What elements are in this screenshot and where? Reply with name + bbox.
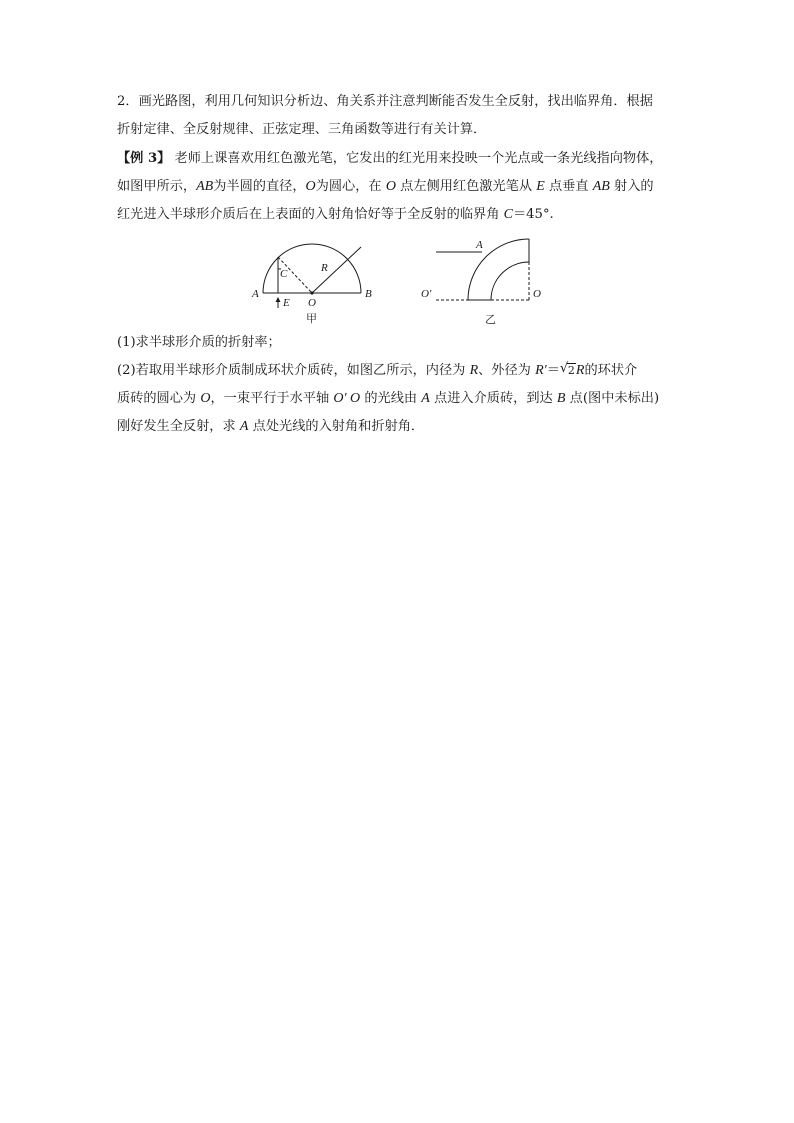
text-span: 点左侧用红色激光笔从 bbox=[395, 179, 537, 194]
text-span: 的光线由 bbox=[360, 391, 422, 406]
text-span: (1)求半球形介质的折射率； bbox=[117, 335, 281, 350]
text-span: (2)若取用半球形介质制成环状介质砖，如图乙所示，内径为 bbox=[117, 363, 470, 378]
text-span: 折射定律、全反射规律、正弦定理、三角函数等进行有关计算． bbox=[117, 122, 487, 137]
math-var: O′ O bbox=[333, 391, 361, 406]
math-var: C bbox=[503, 207, 513, 222]
question-1 bbox=[117, 333, 692, 353]
text-span: ＝45°. bbox=[512, 207, 554, 222]
label-A: A bbox=[252, 288, 259, 300]
math-var: E bbox=[536, 179, 545, 194]
paragraph-method-line-1 bbox=[117, 92, 692, 112]
text-span: 刚好发生全反射，求 bbox=[117, 419, 240, 434]
text-span: 、外径为 bbox=[478, 363, 536, 378]
math-var: R bbox=[575, 363, 585, 378]
text-span: 为圆心，在 bbox=[315, 179, 386, 194]
label-B: B bbox=[365, 288, 372, 300]
arrow-up-icon bbox=[276, 297, 281, 302]
text-span: 老师上课喜欢用红色激光笔，它发出的红光用来投映一个光点或一条光线指向物体， bbox=[170, 151, 663, 166]
math-var: A bbox=[421, 391, 430, 406]
inner-arc bbox=[491, 262, 529, 300]
label-A: A bbox=[476, 239, 483, 251]
math-var: O bbox=[305, 179, 316, 194]
caption-jia: 甲 bbox=[306, 312, 317, 325]
label-C: C bbox=[280, 268, 288, 280]
math-var: AB bbox=[196, 179, 214, 194]
math-var: AB bbox=[592, 179, 610, 194]
math-var: R′ bbox=[535, 363, 547, 378]
math-var: O bbox=[385, 179, 396, 194]
math-var: A bbox=[239, 419, 249, 434]
example-line-3 bbox=[117, 205, 692, 225]
math-var: R bbox=[469, 363, 479, 378]
text-span: 2．画光路图，利用几何知识分析边、角关系并注意判断能否发生全反射，找出临界角．根据 bbox=[117, 94, 653, 109]
label-E: E bbox=[283, 297, 290, 309]
text-span: 为半圆的直径， bbox=[213, 179, 306, 194]
text-span: 的环状介 bbox=[584, 363, 638, 378]
text-span: 点进入介质砖，到达 bbox=[429, 391, 557, 406]
label-O-prime: O′ bbox=[421, 288, 432, 300]
example-line-2 bbox=[117, 177, 692, 197]
math-var: O bbox=[200, 391, 211, 406]
question-2-line-2 bbox=[117, 389, 692, 409]
text-span: 点垂直 bbox=[544, 179, 593, 194]
example-line-1 bbox=[117, 149, 692, 169]
figure-jia bbox=[245, 236, 385, 326]
text-span: 射入的 bbox=[609, 179, 654, 194]
radius-R bbox=[312, 247, 361, 293]
text-span: ，一束平行于水平轴 bbox=[210, 391, 334, 406]
label-R: R bbox=[321, 262, 328, 274]
text-span: ＝ bbox=[546, 363, 560, 378]
sqrt-expression bbox=[560, 361, 576, 381]
text-span: 质砖的圆心为 bbox=[117, 391, 201, 406]
center-point bbox=[310, 291, 313, 294]
question-2-line-3 bbox=[117, 417, 692, 437]
text-span: 点处光线的入射角和折射角． bbox=[248, 419, 425, 434]
text-span: 点(图中未标出) bbox=[565, 391, 660, 406]
label-O: O bbox=[533, 288, 541, 300]
text-span: 如图甲所示， bbox=[117, 179, 197, 194]
caption-yi: 乙 bbox=[485, 313, 496, 326]
radicand: 2 bbox=[567, 364, 575, 377]
label-O: O bbox=[308, 297, 316, 309]
figure-yi bbox=[418, 234, 553, 326]
radical-sign-icon: √ bbox=[559, 361, 569, 376]
paragraph-method-line-2 bbox=[117, 120, 692, 140]
text-span: 红光进入半球形介质后在上表面的入射角恰好等于全反射的临界角 bbox=[117, 207, 504, 222]
example-tag: 【例 3】 bbox=[117, 151, 171, 166]
math-var: B bbox=[556, 391, 566, 406]
question-2-line-1 bbox=[117, 361, 692, 381]
